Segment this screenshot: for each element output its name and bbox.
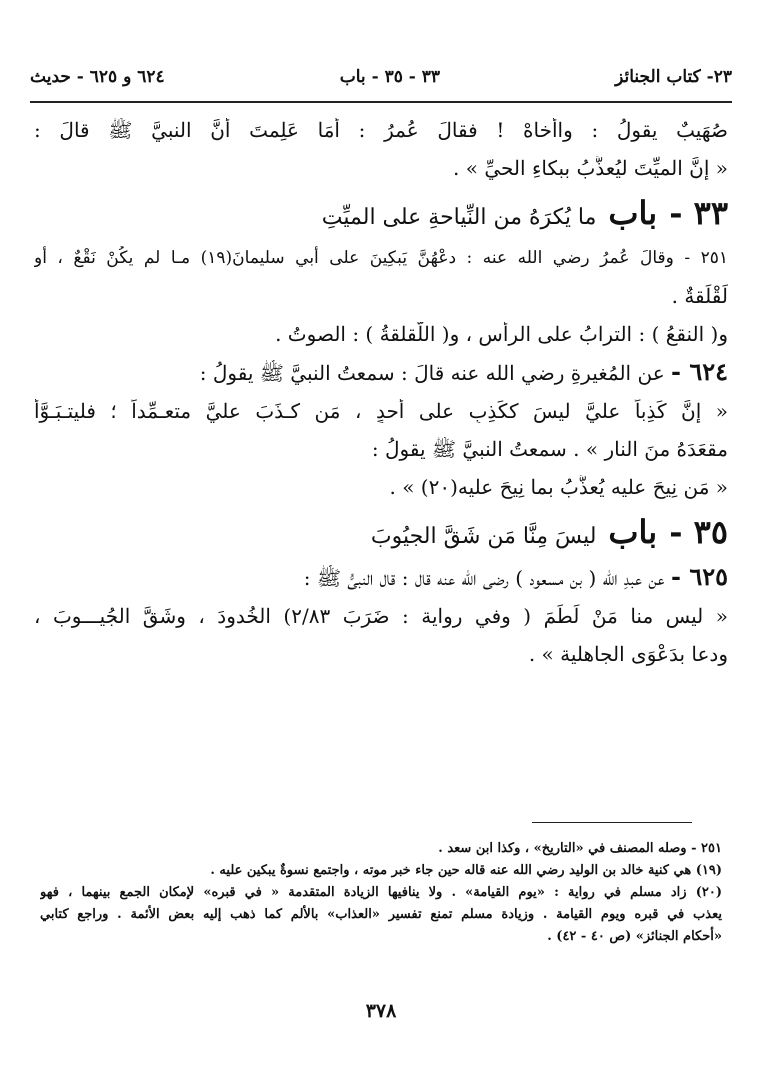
footnote-20-line-3: «أحكام الجنائز» (ص ٤٠ - ٤٢) . [547, 929, 722, 944]
chapter-33-heading [34, 194, 728, 232]
footnote-19: (١٩) هي كنية خالد بن الوليد رضي الله عنه قاله حين جاء خبر موته ، واجتمع نسوةٌ يبكين عليه . [210, 863, 722, 878]
footnotes [40, 838, 722, 948]
main-text [34, 118, 728, 680]
chapter-35-word: باب [608, 513, 658, 551]
text-line-2: « إنَّ الميِّتَ ليُعذَّبُ ببكاءِ الحيِّ » . [453, 156, 728, 180]
hadith-625-intro [34, 565, 728, 590]
text-line-10: ودعا بدَعْوَى الجاهلية » . [528, 642, 728, 666]
text-line-3: ٢٥١ - وقالَ عُمرُ رضي الله عنه : دعْهُنَّ يَبكِينَ على أبي سليمانَ(١٩) مـا لم يكُنْ نَقْعٌ ، أو [34, 248, 728, 268]
text-line-6: « إنَّ كَذِباً عليَّ ليسَ ككَذِبٍ على أحدٍ ، مَن كـذَبَ عليَّ متعـمِّداً ؛ فليتـبَـوَّأْ [34, 399, 728, 423]
chapter-35-title: ليسَ مِنَّا مَن شَقَّ الجيُوبَ [370, 524, 597, 549]
hadith-625-number: ٦٢٥ - [671, 565, 728, 590]
hadith-624-number: ٦٢٤ - [671, 360, 728, 385]
text-line-7: مقعَدَهُ منَ النارِ » . سمعتُ النبيَّ ﷺ يقولُ : [371, 437, 728, 461]
chapter-35-heading [34, 513, 728, 551]
chapter-33-number: ٣٣ - [669, 194, 728, 232]
footnote-251: ٢٥١ - وصله المصنف في «التاريخ» ، وكذا ابن سعد . [438, 841, 722, 856]
chapter-35-number: ٣٥ - [669, 513, 728, 551]
page-number: ٣٧٨ [365, 1000, 397, 1022]
running-header [30, 62, 732, 92]
footnote-20-line-2: يعذب في قبره ويوم القيامة . وزيادة مسلم تمنع تفسير «العذاب» بالألم كما ذهب إليه بعض الأئمة . وراجع كتابي [40, 907, 722, 922]
chapter-33-word: باب [608, 194, 658, 232]
text-line-5: و( النقعُ ) : الترابُ على الرأسِ ، و( اللَّقلقةُ ) : الصوتُ . [275, 322, 728, 346]
header-rule [30, 101, 732, 103]
text-line-9: « ليس منا مَنْ لَطَمَ ( وفي رواية : ضَرَبَ ٢/٨٣) الخُدودَ ، وشَقَّ الجُيـــوبَ ، [34, 604, 728, 628]
footnote-rule [532, 822, 692, 823]
text-line-8: « مَن نِيحَ عليه يُعذَّبُ بما نِيحَ عليه(٢٠) » . [389, 475, 728, 499]
text-line-1: صُهَيبٌ يقولُ : واأخاهْ ! فقالَ عُمرُ : أمَا عَلِمتَ أنَّ النبيَّ ﷺ قالَ : [34, 118, 728, 142]
header-bab-range: ٣٣ - ٣٥ - باب [339, 67, 440, 87]
hadith-624-text: عن المُغيرةِ رضي الله عنه قالَ : سمعتُ النبيَّ ﷺ يقولُ : [199, 361, 665, 385]
footnote-20-line-1: (٢٠) زاد مسلم في رواية : «يوم القيامة» . ولا ينافيها الزيادة المتقدمة « في قبره» لإمكان الجمع بينهما ، فهو [40, 885, 722, 900]
text-line-4: لَقْلَقةٌ . [671, 284, 728, 308]
hadith-624-intro [34, 360, 728, 385]
hadith-625-text: عن عبدِ الله ( بن مسعود ) رضي الله عنه قال : قال النبيُّ ﷺ : [303, 566, 665, 590]
chapter-33-title: ما يُكرَهُ من النِّياحةِ على الميِّتِ [321, 205, 597, 230]
header-hadith-range: ٦٢٤ و ٦٢٥ - حديث [30, 67, 165, 87]
header-chapter: ٢٣- كتاب الجنائز [615, 67, 732, 87]
